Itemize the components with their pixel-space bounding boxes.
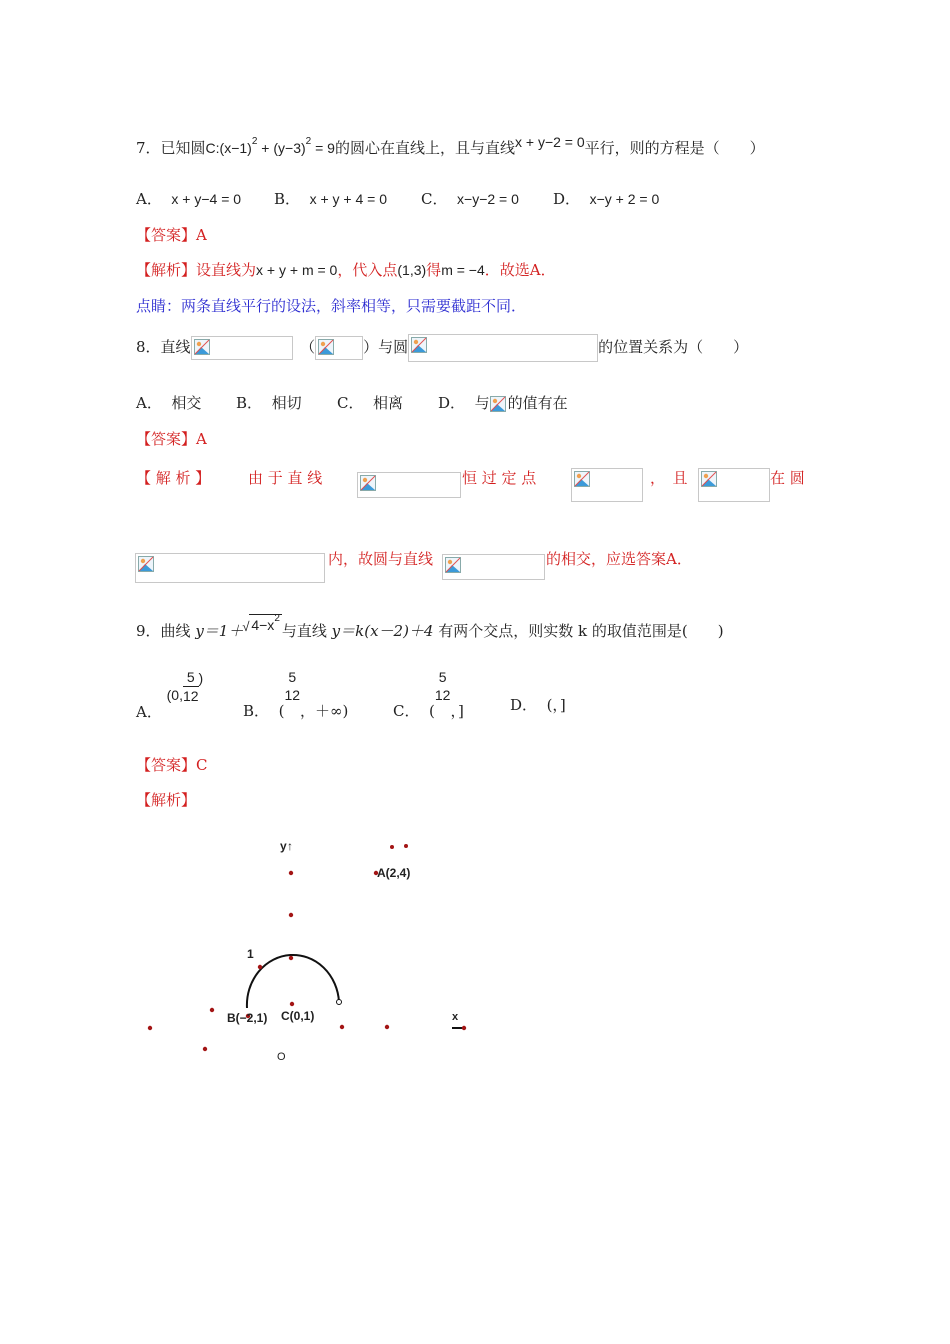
q9-sqrt: √ $4-x^2$ <box>249 614 282 638</box>
point-dot <box>203 1047 207 1051</box>
q7-option-c: C． x−y−2 = 0 <box>421 190 519 208</box>
q8-option-d: D． 与 的值有在 <box>438 392 568 415</box>
broken-image-icon <box>490 393 508 415</box>
q8-analysis-f: 的相交，应选答案A． <box>546 550 692 568</box>
broken-image-icon <box>315 336 363 360</box>
point-dot <box>404 844 408 848</box>
broken-image-icon <box>408 334 598 362</box>
q7-option-d: D． x−y + 2 = 0 <box>553 190 660 208</box>
q7-option-a: A． x + y−4 = 0 <box>136 190 242 208</box>
q9-analysis-tag: 【解析】 <box>136 791 197 809</box>
point-c-label: C(0,1) <box>281 1009 315 1023</box>
point-dot <box>390 845 394 849</box>
q8-analysis-a: 由 于 直 线 <box>248 469 323 487</box>
open-endpoint <box>337 1000 342 1005</box>
point-dot <box>462 1026 466 1030</box>
point-dot <box>258 965 262 969</box>
broken-image-icon <box>191 336 293 360</box>
q7-circle-eq: $C:(x-1)^2 + (y-3)^2 = 9$ <box>205 136 335 156</box>
point-b-label: B(−2,1) <box>227 1011 268 1025</box>
q9-option-c: C． ( 5 12 ，] <box>393 669 464 720</box>
point-dot <box>340 1025 344 1029</box>
q8-stem: 8．直线 （ ）与圆 的位置关系为（ ） <box>136 334 748 362</box>
q8-analysis-c: ， 且 <box>650 469 688 487</box>
semicircle-arc <box>247 955 339 1008</box>
coordinate-figure <box>130 830 490 1070</box>
q9-answer: 【答案】C <box>136 756 208 774</box>
origin-label: O <box>277 1051 286 1063</box>
q9-option-b: B． ( 5 12 ，＋∞) <box>243 669 349 720</box>
q9-option-a: A． (0, $\frac{5}{12}$ ) <box>136 669 204 721</box>
point-c-dot <box>290 1002 294 1006</box>
q8-answer: 【答案】A <box>136 430 207 448</box>
broken-image-icon <box>698 468 770 502</box>
point-dot <box>385 1025 389 1029</box>
point-dot <box>289 871 293 875</box>
q7-option-b: B． x + y + 4 = 0 <box>274 190 388 208</box>
x-axis-label: x <box>452 1011 459 1023</box>
one-label: 1 <box>247 947 254 961</box>
q7-prefix: 7．已知圆 <box>136 139 206 157</box>
q7-comment: 点睛：两条直线平行的设法，斜率相等，只需要截距不同． <box>136 297 527 315</box>
broken-image-icon <box>571 468 643 502</box>
point-dot <box>289 956 293 960</box>
q7-answer: 【答案】A <box>136 226 207 244</box>
svg-text:↑: ↑ <box>287 839 293 853</box>
q8-analysis-d: 在 圆 <box>770 469 805 487</box>
q8-option-b: B． 相切 <box>236 394 302 412</box>
point-dot <box>210 1008 214 1012</box>
point-dot <box>289 913 293 917</box>
q8-analysis-line1: 【 解 析 】 <box>136 469 211 487</box>
q7-stem: 7．已知圆$C:(x-1)^2 + (y-3)^2 = 9$的圆心在直线上，且与直线x + y−2 = 0平行，则的方程是（ ） <box>136 134 765 157</box>
q8-option-c: C． 相离 <box>337 394 404 412</box>
q8-analysis-e: 内，故圆与直线 <box>328 550 434 568</box>
q8-option-a: A． 相交 <box>136 394 202 412</box>
broken-image-icon <box>135 553 325 583</box>
q8-analysis-b: 恒 过 定 点 <box>462 469 537 487</box>
point-dot <box>148 1026 152 1030</box>
q9-option-d: D． (，] <box>510 696 566 714</box>
q9-stem: 9．曲线 y＝1＋ √ $4-x^2$与直线 y＝k(x－2)＋4 有两个交点，则实数 k 的取值范围是( ) <box>136 613 724 640</box>
point-a-label: A(2,4) <box>377 866 411 880</box>
broken-image-icon <box>442 554 545 580</box>
broken-image-icon <box>357 472 461 498</box>
q7-line-eq: x + y−2 = 0 <box>514 134 585 150</box>
y-axis-label: y <box>280 839 287 853</box>
q7-analysis: 【解析】设直线为x + y + m = 0，代入点(1,3)得m = −4．故选A． <box>136 261 556 279</box>
